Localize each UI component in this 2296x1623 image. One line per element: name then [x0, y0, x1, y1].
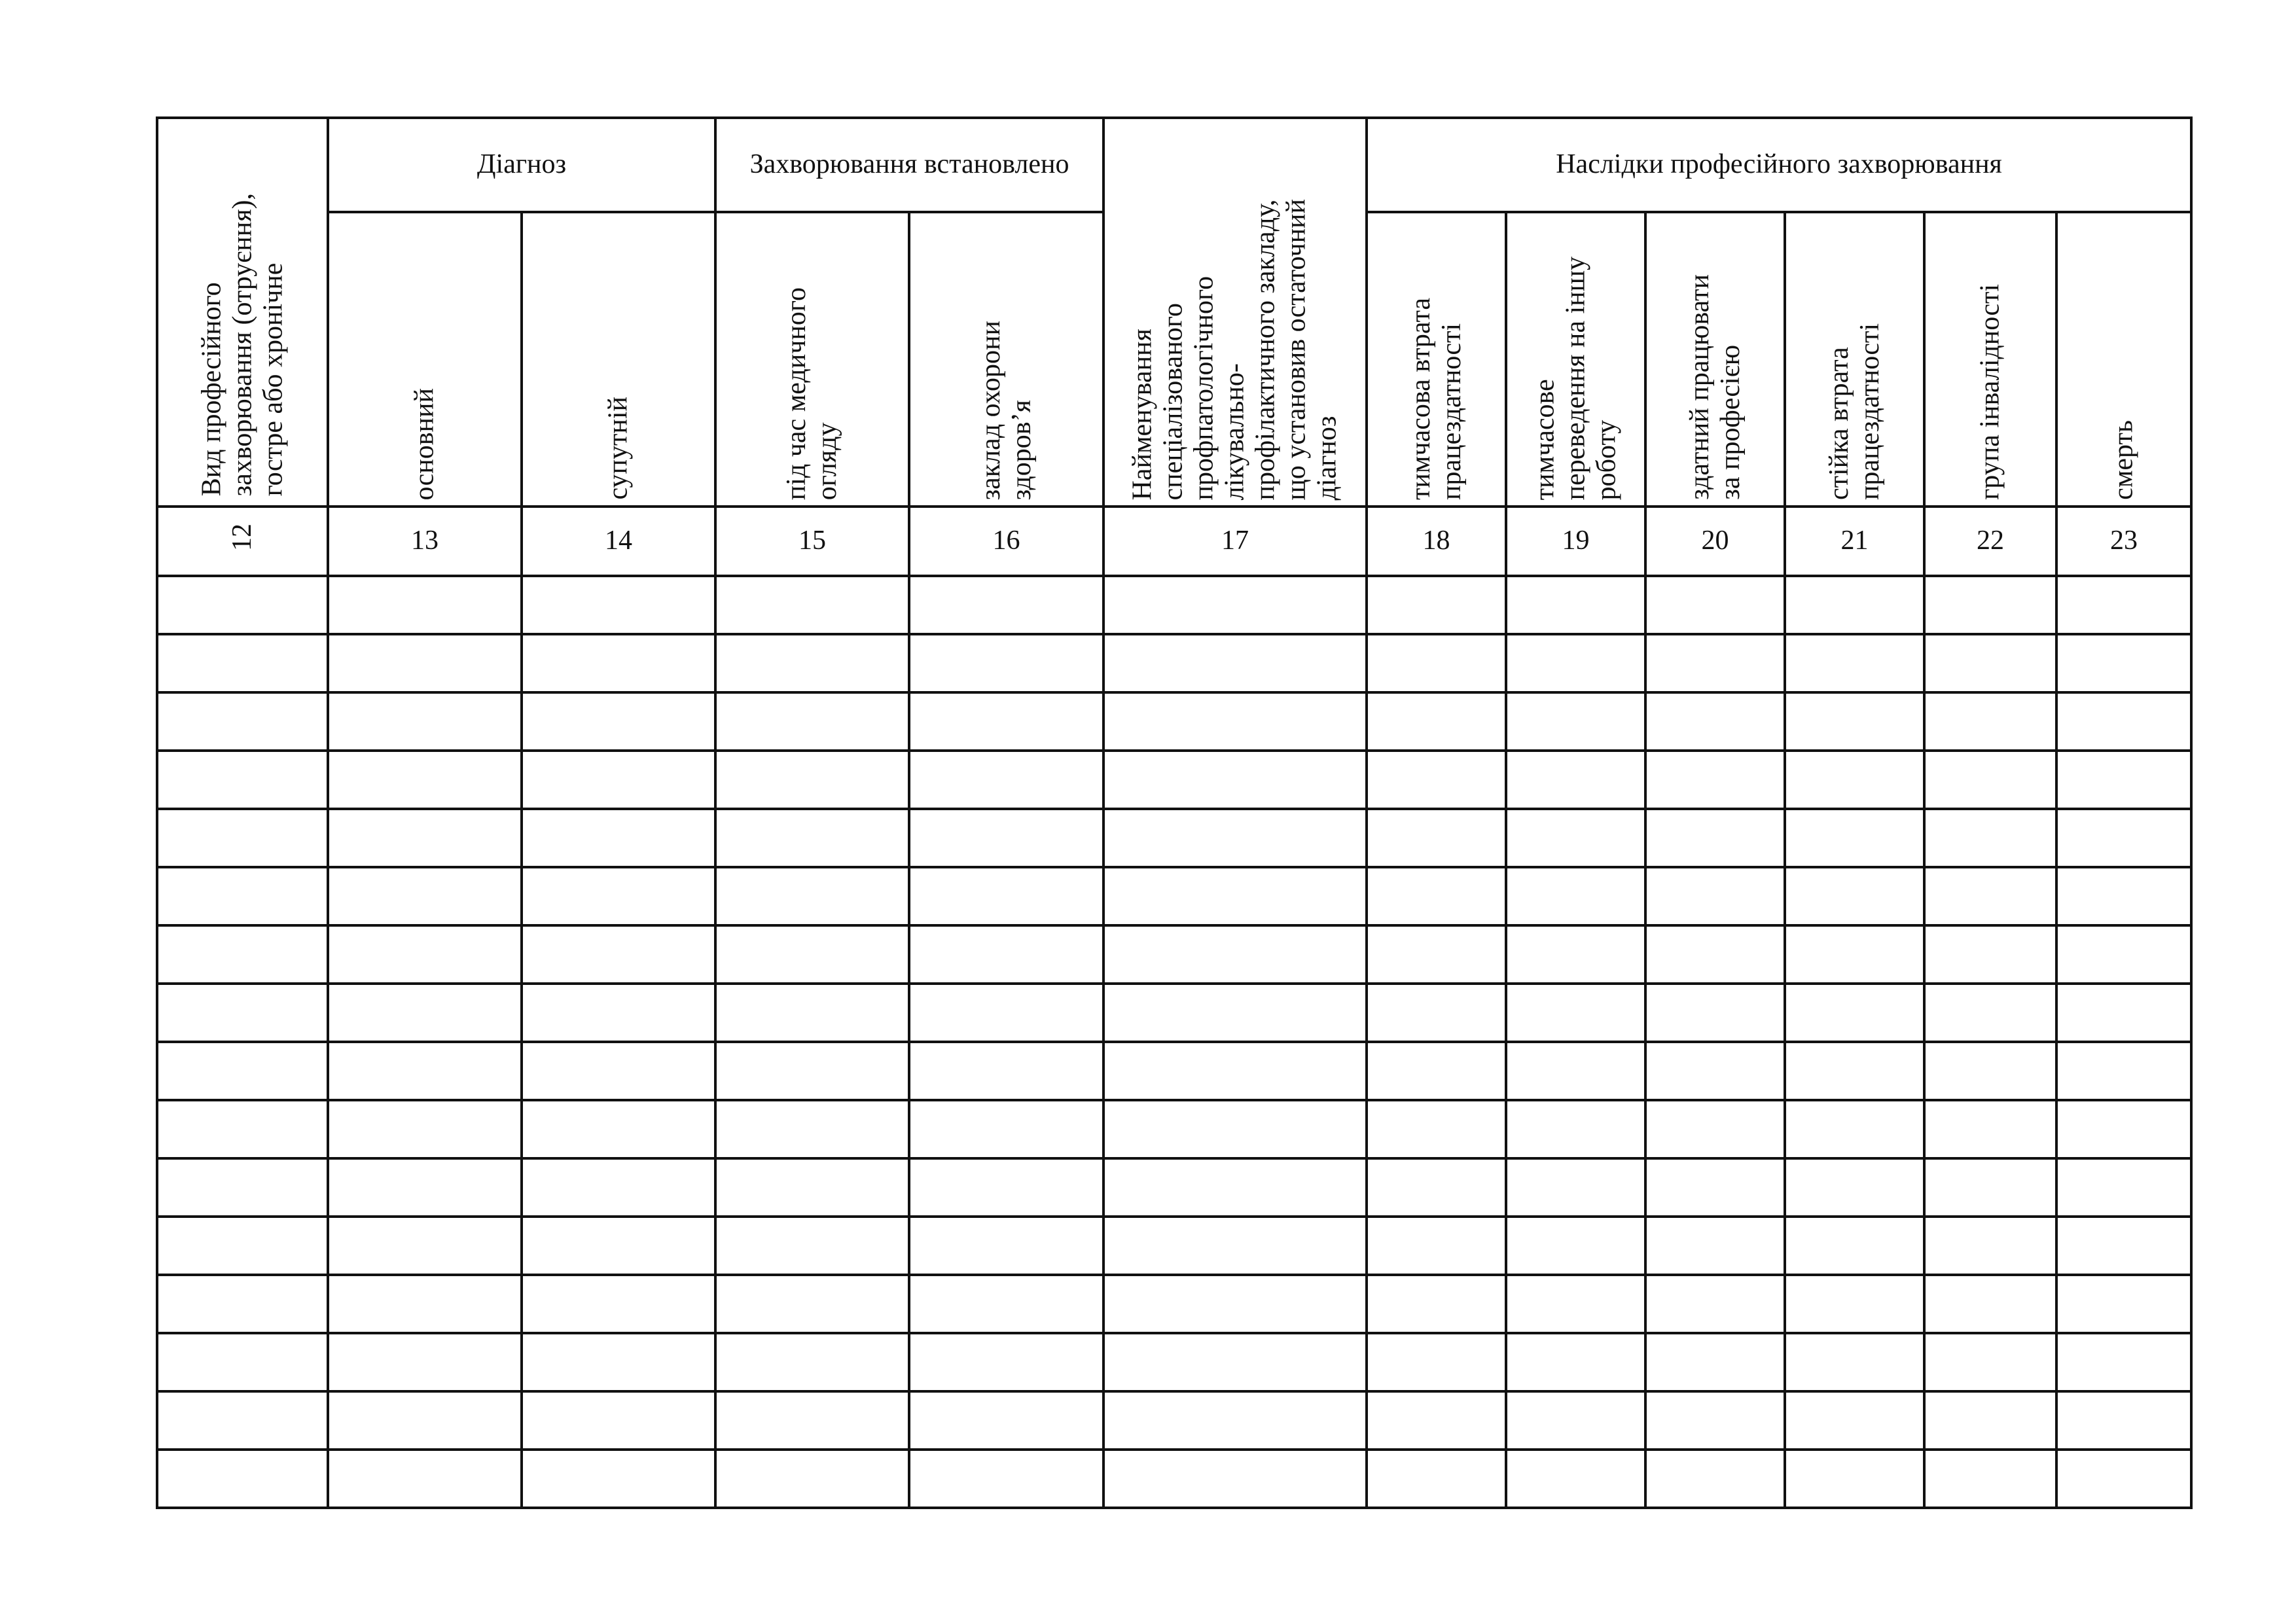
table-cell[interactable] — [2056, 809, 2191, 867]
table-cell[interactable] — [522, 925, 715, 984]
table-cell[interactable] — [1103, 1450, 1367, 1508]
table-cell[interactable] — [1924, 1391, 2056, 1450]
header-diagnosis-main — [328, 212, 522, 507]
table-cell[interactable] — [328, 1217, 522, 1275]
table-cell[interactable] — [1506, 1275, 1645, 1333]
table-cell[interactable] — [157, 751, 328, 809]
table-cell[interactable] — [328, 634, 522, 692]
table-cell[interactable] — [157, 1100, 328, 1158]
table-cell[interactable] — [715, 576, 909, 634]
table-cell[interactable] — [1367, 1391, 1506, 1450]
table-cell[interactable] — [715, 809, 909, 867]
table-cell[interactable] — [1785, 634, 1924, 692]
table-cell[interactable] — [2056, 1217, 2191, 1275]
table-cell[interactable] — [715, 1333, 909, 1391]
table-cell[interactable] — [909, 576, 1103, 634]
table-cell[interactable] — [1506, 1391, 1645, 1450]
table-cell[interactable] — [1924, 751, 2056, 809]
table-cell[interactable] — [1506, 1450, 1645, 1508]
table-cell[interactable] — [522, 1391, 715, 1450]
table-cell[interactable] — [715, 1042, 909, 1100]
table-cell[interactable] — [2056, 984, 2191, 1042]
table-cell[interactable] — [522, 867, 715, 925]
table-cell[interactable] — [1924, 984, 2056, 1042]
table-cell[interactable] — [2056, 1158, 2191, 1217]
table-cell[interactable] — [522, 1333, 715, 1391]
table-cell[interactable] — [522, 634, 715, 692]
table-cell[interactable] — [2056, 1275, 2191, 1333]
table-cell[interactable] — [1103, 1275, 1367, 1333]
table-cell[interactable] — [157, 1391, 328, 1450]
table-cell[interactable] — [1103, 1217, 1367, 1275]
table-cell[interactable] — [1103, 1333, 1367, 1391]
table-cell[interactable] — [1103, 1100, 1367, 1158]
header-established-health-facility — [909, 212, 1103, 507]
table-cell[interactable] — [1645, 751, 1785, 809]
table-cell[interactable] — [909, 1158, 1103, 1217]
table-cell[interactable] — [1785, 1391, 1924, 1450]
header-disease-type — [157, 118, 328, 507]
table-cell[interactable] — [157, 984, 328, 1042]
header-diagnosis-group: Діагноз — [328, 118, 715, 212]
table-cell[interactable] — [1367, 925, 1506, 984]
table-cell[interactable] — [328, 1333, 522, 1391]
table-cell[interactable] — [522, 809, 715, 867]
table-cell[interactable] — [1103, 1042, 1367, 1100]
header-temp-transfer-label: тимчасове переведення на іншу роботу — [1529, 256, 1622, 500]
table-cell[interactable] — [1367, 634, 1506, 692]
table-cell[interactable] — [522, 1217, 715, 1275]
table-cell[interactable] — [1367, 1158, 1506, 1217]
table-cell[interactable] — [1367, 984, 1506, 1042]
table-cell[interactable] — [157, 1275, 328, 1333]
table-cell[interactable] — [1103, 1158, 1367, 1217]
table-cell[interactable] — [157, 1158, 328, 1217]
table-row — [157, 1450, 2191, 1508]
header-facility-name — [1103, 118, 1367, 507]
header-temp-transfer — [1506, 212, 1645, 507]
table-cell[interactable] — [2056, 1100, 2191, 1158]
table-cell[interactable] — [1367, 1217, 1506, 1275]
column-number-19: 19 — [1506, 507, 1645, 576]
table-cell[interactable] — [328, 1275, 522, 1333]
table-cell[interactable] — [1785, 1333, 1924, 1391]
table-cell[interactable] — [1785, 1042, 1924, 1100]
table-cell[interactable] — [1367, 1333, 1506, 1391]
table-cell[interactable] — [909, 634, 1103, 692]
table-row — [157, 692, 2191, 751]
table-cell[interactable] — [157, 576, 328, 634]
table-cell[interactable] — [328, 925, 522, 984]
header-temp-loss — [1367, 212, 1506, 507]
column-number-14: 14 — [522, 507, 715, 576]
table-row — [157, 1275, 2191, 1333]
table-cell[interactable] — [909, 1450, 1103, 1508]
table-cell[interactable] — [1367, 1450, 1506, 1508]
table-row — [157, 1100, 2191, 1158]
table-cell[interactable] — [157, 1450, 328, 1508]
table-row — [157, 984, 2191, 1042]
table-cell[interactable] — [1785, 984, 1924, 1042]
header-diagnosis-main-label: основний — [409, 387, 440, 500]
table-row — [157, 1042, 2191, 1100]
table-cell[interactable] — [1645, 809, 1785, 867]
table-cell[interactable] — [328, 1391, 522, 1450]
header-disability-group-label: група інвалідності — [1975, 284, 2005, 500]
table-cell[interactable] — [328, 1158, 522, 1217]
table-cell[interactable] — [1367, 867, 1506, 925]
table-cell[interactable] — [522, 576, 715, 634]
table-cell[interactable] — [1103, 634, 1367, 692]
column-number-row — [157, 507, 2191, 576]
table-cell[interactable] — [715, 925, 909, 984]
header-established-group: Захворювання встановлено — [715, 118, 1103, 212]
table-cell[interactable] — [909, 984, 1103, 1042]
header-disability-group — [1924, 212, 2056, 507]
table-cell[interactable] — [1924, 634, 2056, 692]
table-cell[interactable] — [1506, 809, 1645, 867]
table-row — [157, 1333, 2191, 1391]
table-cell[interactable] — [1785, 925, 1924, 984]
table-cell[interactable] — [1924, 1158, 2056, 1217]
table-row — [157, 809, 2191, 867]
table-cell[interactable] — [1367, 751, 1506, 809]
table-cell[interactable] — [1645, 692, 1785, 751]
table-cell[interactable] — [522, 692, 715, 751]
table-cell[interactable] — [1506, 692, 1645, 751]
table-cell[interactable] — [522, 1158, 715, 1217]
table-cell[interactable] — [715, 1100, 909, 1158]
table-cell[interactable] — [1924, 1100, 2056, 1158]
table-cell[interactable] — [1367, 1275, 1506, 1333]
table-cell[interactable] — [1924, 925, 2056, 984]
table-cell[interactable] — [157, 1042, 328, 1100]
table-cell[interactable] — [1506, 1042, 1645, 1100]
table-cell[interactable] — [1506, 925, 1645, 984]
header-facility-name-label: Найменування спеціалізованого профпатологічного лікувально- профілактичного закладу, що установив остаточний діагноз — [1127, 198, 1342, 500]
table-cell[interactable] — [1924, 692, 2056, 751]
table-cell[interactable] — [1645, 867, 1785, 925]
table-cell[interactable] — [1645, 1158, 1785, 1217]
table-cell[interactable] — [1506, 867, 1645, 925]
table-cell[interactable] — [1924, 1275, 2056, 1333]
table-cell[interactable] — [1785, 751, 1924, 809]
column-number-22: 22 — [1924, 507, 2056, 576]
table-row — [157, 634, 2191, 692]
table-cell[interactable] — [909, 809, 1103, 867]
table-cell[interactable] — [1924, 576, 2056, 634]
header-established-health-facility-label: заклад охорони здоров’я — [975, 320, 1037, 500]
table-cell[interactable] — [328, 1042, 522, 1100]
column-number-13: 13 — [328, 507, 522, 576]
table-cell[interactable] — [1506, 1158, 1645, 1217]
table-cell[interactable] — [1103, 576, 1367, 634]
table-cell[interactable] — [328, 1450, 522, 1508]
table-cell[interactable] — [1924, 1450, 2056, 1508]
table-cell[interactable] — [715, 1391, 909, 1450]
table-cell[interactable] — [1367, 576, 1506, 634]
table-cell[interactable] — [1506, 751, 1645, 809]
table-cell[interactable] — [522, 1100, 715, 1158]
table-cell[interactable] — [1103, 1391, 1367, 1450]
header-consequences-group: Наслідки професійного захворювання — [1367, 118, 2191, 212]
table-cell[interactable] — [909, 1391, 1103, 1450]
table-cell[interactable] — [909, 925, 1103, 984]
table-cell[interactable] — [1924, 867, 2056, 925]
table-cell[interactable] — [1103, 809, 1367, 867]
table-cell[interactable] — [1785, 1450, 1924, 1508]
table-cell[interactable] — [1924, 1333, 2056, 1391]
table-cell[interactable] — [715, 634, 909, 692]
table-cell[interactable] — [1785, 809, 1924, 867]
table-cell[interactable] — [2056, 1333, 2191, 1391]
table-cell[interactable] — [522, 1042, 715, 1100]
header-diagnosis-concomitant-label: супутній — [603, 397, 634, 500]
table-cell[interactable] — [157, 692, 328, 751]
header-disease-type-label: Вид професійного захворювання (отруєння), гостре або хронічне — [196, 192, 289, 496]
table-cell[interactable] — [2056, 692, 2191, 751]
table-cell[interactable] — [157, 634, 328, 692]
table-cell[interactable] — [157, 1217, 328, 1275]
table-row — [157, 867, 2191, 925]
table-cell[interactable] — [1103, 692, 1367, 751]
table-cell[interactable] — [2056, 751, 2191, 809]
column-number-12-label: 12 — [226, 524, 257, 552]
table-cell[interactable] — [1785, 1100, 1924, 1158]
table-cell[interactable] — [2056, 576, 2191, 634]
table-cell[interactable] — [715, 751, 909, 809]
header-temp-loss-label: тимчасова втрата працездатності — [1405, 298, 1467, 500]
table-cell[interactable] — [909, 751, 1103, 809]
table-row — [157, 1217, 2191, 1275]
table-cell[interactable] — [1367, 809, 1506, 867]
table-cell[interactable] — [1645, 984, 1785, 1042]
table-cell[interactable] — [157, 809, 328, 867]
table-cell[interactable] — [522, 1450, 715, 1508]
table-cell[interactable] — [1367, 1042, 1506, 1100]
table-cell[interactable] — [1785, 692, 1924, 751]
table-cell[interactable] — [1924, 809, 2056, 867]
column-number-18: 18 — [1367, 507, 1506, 576]
column-number-15: 15 — [715, 507, 909, 576]
column-number-17: 17 — [1103, 507, 1367, 576]
table-cell[interactable] — [2056, 1391, 2191, 1450]
table-cell[interactable] — [909, 1042, 1103, 1100]
table-cell[interactable] — [1645, 1333, 1785, 1391]
table-cell[interactable] — [2056, 925, 2191, 984]
table-cell[interactable] — [1103, 925, 1367, 984]
table-cell[interactable] — [1645, 925, 1785, 984]
table-cell[interactable] — [522, 1275, 715, 1333]
table-cell[interactable] — [1645, 1450, 1785, 1508]
table-cell[interactable] — [522, 984, 715, 1042]
header-permanent-loss-label: стійка втрата працездатності — [1823, 323, 1885, 500]
table-cell[interactable] — [1506, 634, 1645, 692]
table-cell[interactable] — [157, 1333, 328, 1391]
header-able-to-work-label: здатний працювати за професією — [1684, 274, 1746, 500]
table-cell[interactable] — [1506, 576, 1645, 634]
table-cell[interactable] — [909, 692, 1103, 751]
table-cell[interactable] — [715, 984, 909, 1042]
header-established-medical-exam-label: під час медичного огляду — [781, 287, 843, 500]
table-cell[interactable] — [1645, 1275, 1785, 1333]
header-permanent-loss — [1785, 212, 1924, 507]
header-death — [2056, 212, 2191, 507]
table-cell[interactable] — [1367, 1100, 1506, 1158]
table-cell[interactable] — [1645, 1217, 1785, 1275]
table-cell[interactable] — [1785, 1217, 1924, 1275]
table-cell[interactable] — [715, 1275, 909, 1333]
header-able-to-work — [1645, 212, 1785, 507]
table-cell[interactable] — [1924, 1217, 2056, 1275]
table-cell[interactable] — [1367, 692, 1506, 751]
table-row — [157, 751, 2191, 809]
occupational-disease-table — [156, 116, 2193, 1509]
table-cell[interactable] — [1506, 1100, 1645, 1158]
table-row — [157, 1158, 2191, 1217]
table-cell[interactable] — [328, 867, 522, 925]
table-row — [157, 925, 2191, 984]
table-cell[interactable] — [909, 867, 1103, 925]
table-cell[interactable] — [715, 1158, 909, 1217]
table-cell[interactable] — [909, 1333, 1103, 1391]
column-number-20: 20 — [1645, 507, 1785, 576]
table-cell[interactable] — [1103, 751, 1367, 809]
table-cell[interactable] — [1785, 867, 1924, 925]
table-cell[interactable] — [328, 984, 522, 1042]
header-death-label: смерть — [2108, 420, 2139, 500]
table-row — [157, 576, 2191, 634]
table-cell[interactable] — [1506, 1217, 1645, 1275]
table-cell[interactable] — [328, 751, 522, 809]
column-number-12 — [157, 507, 328, 576]
table-cell[interactable] — [2056, 1450, 2191, 1508]
table-cell[interactable] — [1103, 867, 1367, 925]
column-number-21: 21 — [1785, 507, 1924, 576]
table-cell[interactable] — [909, 1100, 1103, 1158]
table-cell[interactable] — [1645, 1391, 1785, 1450]
table-cell[interactable] — [328, 809, 522, 867]
table-cell[interactable] — [1645, 1100, 1785, 1158]
table-row — [157, 1391, 2191, 1450]
header-established-medical-exam — [715, 212, 909, 507]
table-cell[interactable] — [1924, 1042, 2056, 1100]
table-cell[interactable] — [157, 867, 328, 925]
table-cell[interactable] — [1645, 1042, 1785, 1100]
table-cell[interactable] — [2056, 867, 2191, 925]
table-cell[interactable] — [909, 1275, 1103, 1333]
table-cell[interactable] — [715, 867, 909, 925]
table-cell[interactable] — [1506, 984, 1645, 1042]
column-number-23: 23 — [2056, 507, 2191, 576]
table-cell[interactable] — [909, 1217, 1103, 1275]
table-cell[interactable] — [715, 692, 909, 751]
table-cell[interactable] — [1103, 984, 1367, 1042]
table-cell[interactable] — [715, 1217, 909, 1275]
table-cell[interactable] — [1785, 1275, 1924, 1333]
table-cell[interactable] — [1785, 576, 1924, 634]
header-diagnosis-concomitant — [522, 212, 715, 507]
table-cell[interactable] — [2056, 1042, 2191, 1100]
column-number-16: 16 — [909, 507, 1103, 576]
table-cell[interactable] — [1785, 1158, 1924, 1217]
table-cell[interactable] — [157, 925, 328, 984]
table-cell[interactable] — [328, 576, 522, 634]
table-cell[interactable] — [522, 751, 715, 809]
table-cell[interactable] — [1506, 1333, 1645, 1391]
table-cell[interactable] — [2056, 634, 2191, 692]
table-cell[interactable] — [328, 692, 522, 751]
table-cell[interactable] — [715, 1450, 909, 1508]
table-cell[interactable] — [328, 1100, 522, 1158]
table-cell[interactable] — [1645, 576, 1785, 634]
table-cell[interactable] — [1645, 634, 1785, 692]
